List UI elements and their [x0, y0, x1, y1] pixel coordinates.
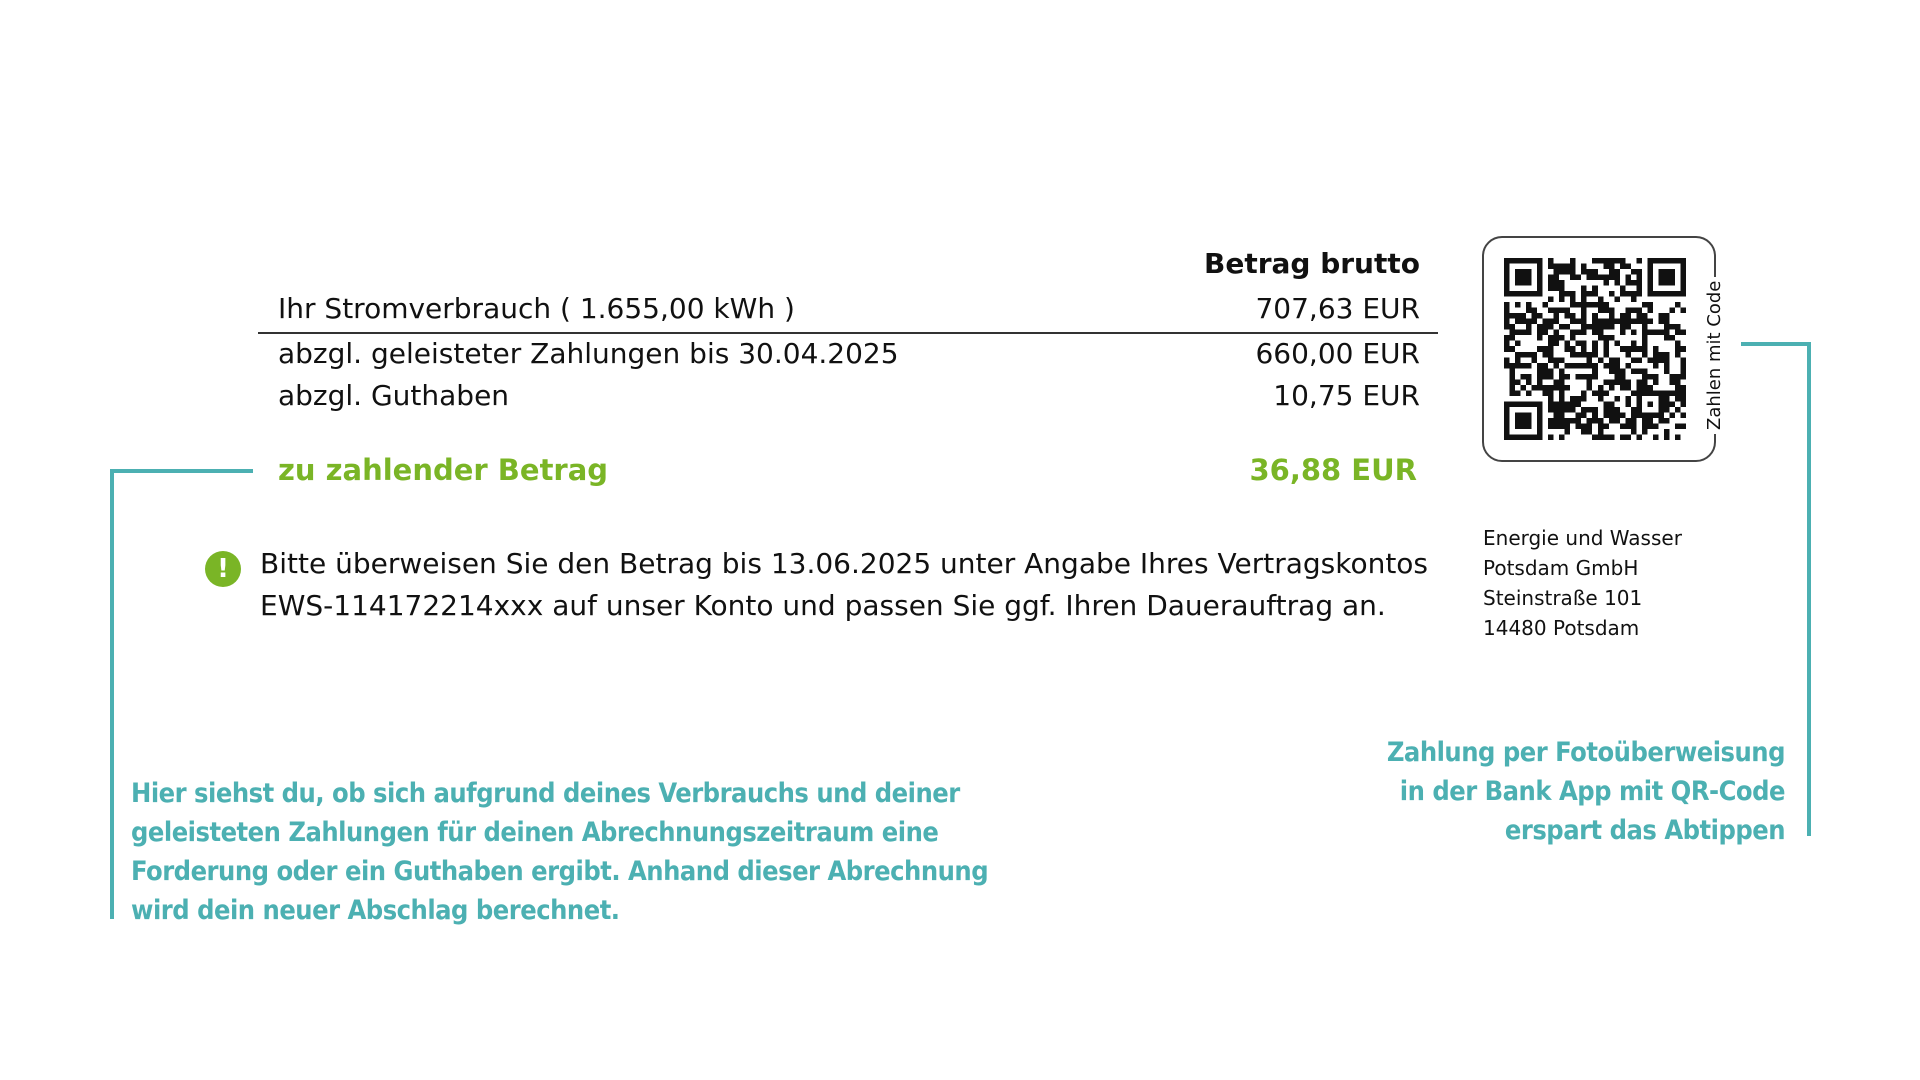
- company-address: [1483, 523, 1682, 643]
- qr-code-icon[interactable]: [1504, 258, 1686, 440]
- right-bracket-horizontal: [1741, 342, 1811, 346]
- left-bracket-vertical: [110, 469, 114, 919]
- address-line-3: Steinstraße 101: [1483, 586, 1643, 610]
- bill-row-label-consumption: Ihr Stromverbrauch ( 1.655,00 kWh ): [278, 292, 795, 325]
- right-bracket-vertical: [1807, 342, 1811, 836]
- bill-row-label-credit: abzgl. Guthaben: [278, 379, 510, 412]
- address-line-4: 14480 Potsdam: [1483, 616, 1640, 640]
- right-annotation: [1300, 733, 1785, 850]
- left-annotation-line-4: wird dein neuer Abschlag berechnet.: [131, 895, 620, 926]
- left-annotation: [131, 774, 1091, 930]
- table-divider: [258, 332, 1438, 334]
- qr-caption: Zahlen mit Code: [1704, 277, 1725, 434]
- bill-row-amount-consumption: 707,63 EUR: [1255, 292, 1420, 325]
- payment-notice-line-1: Bitte überweisen Sie den Betrag bis 13.06.2025 unter Angabe Ihres Vertragskontos: [260, 547, 1429, 580]
- left-annotation-line-1: Hier siehst du, ob sich aufgrund deines Verbrauchs und deiner: [131, 778, 960, 809]
- bill-row-amount-credit: 10,75 EUR: [1273, 379, 1420, 412]
- left-annotation-line-2: geleisteten Zahlungen für deinen Abrechnungszeitraum eine: [131, 817, 939, 848]
- exclamation-icon: !: [205, 551, 241, 587]
- left-annotation-line-3: Forderung oder ein Guthaben ergibt. Anhand dieser Abrechnung: [131, 856, 989, 887]
- bill-row-amount-payments: 660,00 EUR: [1255, 337, 1420, 370]
- payment-notice: [260, 543, 1460, 627]
- amount-column-header: Betrag brutto: [1203, 247, 1420, 280]
- payment-notice-line-2: EWS-114172214xxx auf unser Konto und passen Sie ggf. Ihren Dauerauftrag an.: [260, 589, 1386, 622]
- right-annotation-line-3: erspart das Abtippen: [1504, 815, 1785, 846]
- total-amount: 36,88 EUR: [1249, 453, 1417, 487]
- right-annotation-line-2: in der Bank App mit QR-Code: [1399, 776, 1785, 807]
- total-label: zu zahlender Betrag: [278, 453, 609, 487]
- bill-row-label-payments: abzgl. geleisteter Zahlungen bis 30.04.2025: [278, 337, 899, 370]
- address-line-1: Energie und Wasser: [1483, 526, 1682, 550]
- left-bracket-horizontal: [110, 469, 253, 473]
- qr-code-box[interactable]: [1482, 236, 1716, 462]
- address-line-2: Potsdam GmbH: [1483, 556, 1639, 580]
- right-annotation-line-1: Zahlung per Fotoüberweisung: [1386, 737, 1785, 768]
